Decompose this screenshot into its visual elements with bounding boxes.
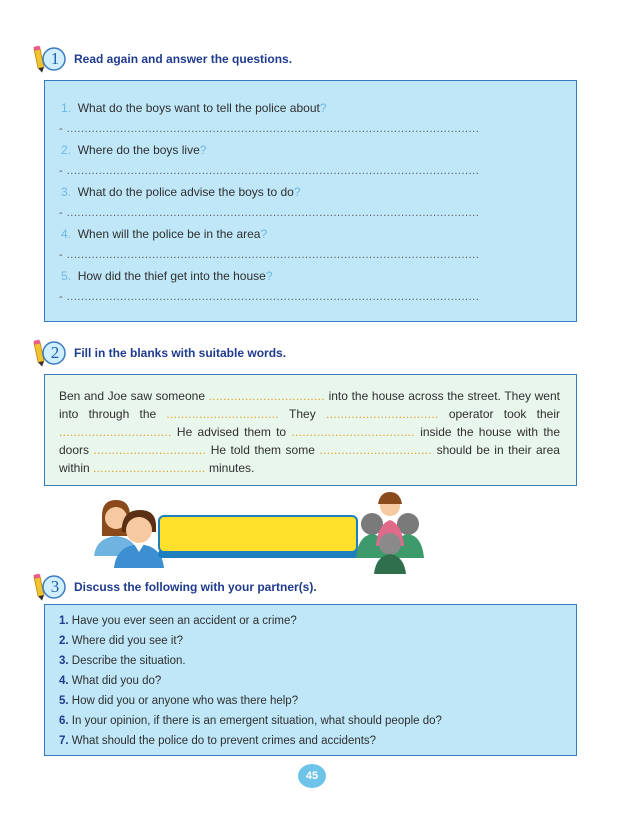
page-number-label: 45 [305,770,319,782]
section-3-heading [30,572,317,602]
answer-line-5[interactable]: - .................................................................................................................... [59,291,480,301]
list-item: 5. How did you or anyone who was there help? [59,695,299,707]
blank-4[interactable]: ............................... [59,425,172,439]
section-number: 1 [50,49,60,68]
section-title: Discuss the following with your partner(s). [74,580,317,594]
list-item: 3. Describe the situation. [59,655,186,667]
answer-line-1[interactable]: - .................................................................................................................... [59,123,480,133]
group-illustration-right [348,490,432,574]
section-number: 2 [50,343,60,362]
section-title: Read again and answer the questions. [74,52,293,66]
pencil-number-badge [30,572,70,602]
section-title: Fill in the blanks with suitable words. [74,346,287,360]
fill-blanks-box [44,374,577,486]
list-item: 7. What should the police do to prevent crimes and accidents? [59,735,377,747]
question-3: 3. What do the police advise the boys to do? [61,185,301,199]
blank-7[interactable]: ............................... [319,443,433,457]
pencil-number-badge [30,44,70,74]
blank-5[interactable]: .................................. [291,425,415,439]
section-number: 3 [50,577,60,596]
pair-group-work-banner [158,515,358,553]
section-2-heading [30,338,286,368]
question-2: 2. Where do the boys live? [61,143,207,157]
list-item: 1. Have you ever seen an accident or a crime? [59,615,297,627]
blank-3[interactable]: ............................... [325,407,439,421]
blank-6[interactable]: ............................... [93,443,207,457]
blank-2[interactable]: ............................... [166,407,280,421]
fill-blanks-paragraph: Ben and Joe saw someone ................................ into the house across the street. They went into through the ............................... They ............................... operator took their ............................... He advised them to .................................. inside the house with the doors ............................... He told them some ............................... should be in their area within ............................... minutes. [59,389,561,475]
discussion-box [44,604,577,756]
question-4: 4. When will the police be in the area? [61,227,268,241]
blank-8[interactable]: ............................... [93,461,206,475]
blank-1[interactable]: ................................ [208,389,325,403]
list-item: 6. In your opinion, if there is an emergent situation, what should people do? [59,715,442,727]
answer-line-3[interactable]: - .................................................................................................................... [59,207,480,217]
list-item: 2. Where did you see it? [59,635,184,647]
answer-line-4[interactable]: - .................................................................................................................... [59,249,480,259]
answer-line-2[interactable]: - .................................................................................................................... [59,165,480,175]
pencil-number-badge [30,338,70,368]
students-illustration-left [88,496,168,568]
question-5: 5. How did the thief get into the house? [61,269,273,283]
question-1: 1. What do the boys want to tell the police about? [61,101,327,115]
questions-box [44,80,577,322]
section-1-heading [30,44,292,74]
list-item: 4. What did you do? [59,675,162,687]
page-number [298,764,326,788]
